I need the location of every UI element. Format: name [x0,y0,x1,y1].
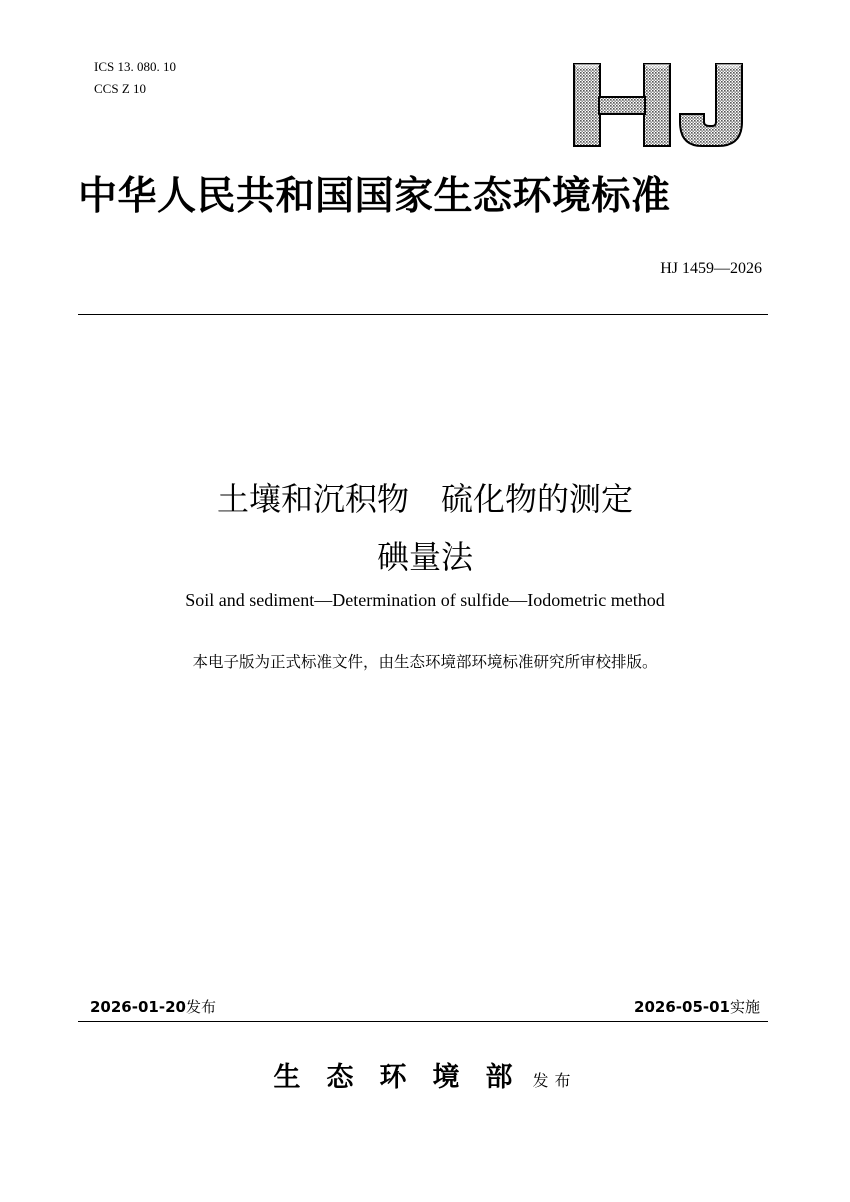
title-cn-line1: 土壤和沉积物 硫化物的测定 [216,480,633,518]
ics-code: ICS 13. 080. 10 [94,59,176,74]
publisher [0,1058,850,1101]
implement-date: 2026-05-01 [634,998,730,1016]
issue-date: 2026-01-20 [90,998,186,1016]
logo-letter-j [680,64,742,146]
title-en: Soil and sediment—Determination of sulfide—Iodometric method [185,590,665,610]
bottom-divider [78,1021,768,1022]
org-title: 中华人民共和国国家生态环境标准 [78,173,671,219]
issue-label: 发布 [185,998,216,1016]
top-divider [78,314,768,315]
publisher-name: 生态环境部 [273,1062,539,1093]
implement-date-block [634,996,760,1018]
ccs-code: CCS Z 10 [94,81,147,96]
publisher-suffix: 发布 [532,1071,577,1090]
hj-logo [568,60,750,150]
implement-label: 实施 [729,998,760,1016]
title-cn-line2: 碘量法 [376,538,473,576]
issue-date-block [90,996,216,1018]
standard-number: HJ 1459—2026 [660,260,762,277]
classification-codes [94,56,176,100]
electronic-version-notice: 本电子版为正式标准文件，由生态环境部环境标准研究所审校排版。 [192,653,658,671]
logo-letter-h [574,64,670,146]
